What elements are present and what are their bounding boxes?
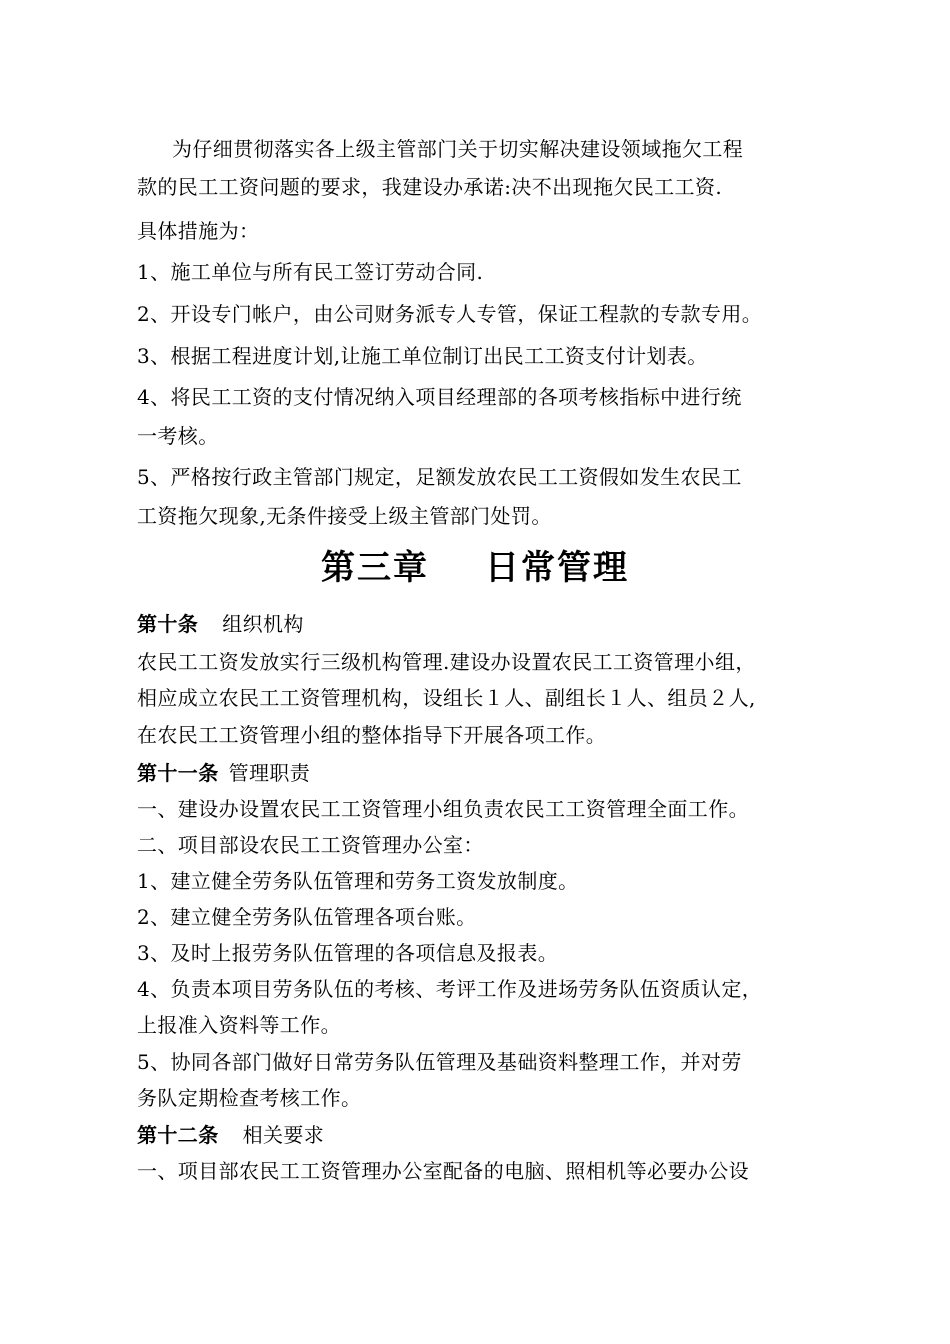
duty-item-continued: 务队定期检查考核工作。 bbox=[137, 1086, 362, 1110]
intro-paragraph-line: 款的民工工资问题的要求，我建设办承诺:决不出现拖欠民工工资. bbox=[137, 175, 723, 199]
article-title: 相关要求 bbox=[242, 1123, 325, 1147]
duty-item: 4、负责本项目劳务队伍的考核、考评工作及进场劳务队伍资质认定， bbox=[137, 977, 763, 1001]
article-title: 组织机构 bbox=[222, 612, 304, 636]
measure-item: 4、将民工工资的支付情况纳入项目经理部的各项考核指标中进行统 bbox=[137, 385, 742, 409]
duty-item-continued: 上报准入资料等工作。 bbox=[137, 1013, 341, 1037]
intro-paragraph-line: 为仔细贯彻落实各上级主管部门关于切实解决建设领域拖欠工程 bbox=[172, 137, 744, 161]
article-text-line: 农民工工资发放实行三级机构管理.建设办设置农民工工资管理小组， bbox=[137, 650, 756, 674]
article-text-line: 一、建设办设置农民工工资管理小组负责农民工工资管理全面工作。 bbox=[137, 797, 749, 821]
article-heading bbox=[137, 612, 304, 636]
duty-item: 3、及时上报劳务队伍管理的各项信息及报表。 bbox=[137, 941, 559, 965]
chapter-name: 日常管理 bbox=[485, 548, 629, 588]
duty-item: 1、建立健全劳务队伍管理和劳务工资发放制度。 bbox=[137, 869, 579, 893]
article-text-line: 二、项目部设农民工工资管理办公室： bbox=[137, 833, 484, 857]
duty-item: 5、协同各部门做好日常劳务队伍管理及基础资料整理工作，并对劳 bbox=[137, 1050, 742, 1074]
measure-item: 2、开设专门帐户，由公司财务派专人专管，保证工程款的专款专用。 bbox=[137, 302, 763, 326]
measures-heading: 具体措施为： bbox=[137, 219, 260, 243]
article-text-line: 一、项目部农民工工资管理办公室配备的电脑、照相机等必要办公设 bbox=[137, 1159, 749, 1183]
article-text-line: 在农民工工资管理小组的整体指导下开展各项工作。 bbox=[137, 723, 607, 747]
measure-item: 3、根据工程进度计划,让施工单位制订出民工工资支付计划表。 bbox=[137, 344, 708, 368]
measure-item: 1、施工单位与所有民工签订劳动合同. bbox=[137, 260, 484, 284]
article-number: 第十条 bbox=[137, 612, 199, 636]
article-text-line: 相应成立农民工工资管理机构，设组长１人、副组长１人、组员２人, bbox=[137, 686, 756, 710]
article-heading bbox=[137, 761, 310, 785]
article-title: 管理职责 bbox=[228, 761, 311, 785]
measure-item-continued: 一考核。 bbox=[137, 424, 219, 448]
duty-item: 2、建立健全劳务队伍管理各项台账。 bbox=[137, 905, 477, 929]
article-number: 第十一条 bbox=[137, 761, 219, 785]
measure-item: 5、严格按行政主管部门规定，足额发放农民工工资假如发生农民工 bbox=[137, 465, 742, 489]
article-heading bbox=[137, 1123, 324, 1147]
measure-item-continued: 工资拖欠现象,无条件接受上级主管部门处罚。 bbox=[137, 504, 552, 528]
chapter-number: 第三章 bbox=[321, 548, 429, 588]
chapter-title bbox=[0, 546, 950, 590]
article-number: 第十二条 bbox=[137, 1123, 219, 1147]
